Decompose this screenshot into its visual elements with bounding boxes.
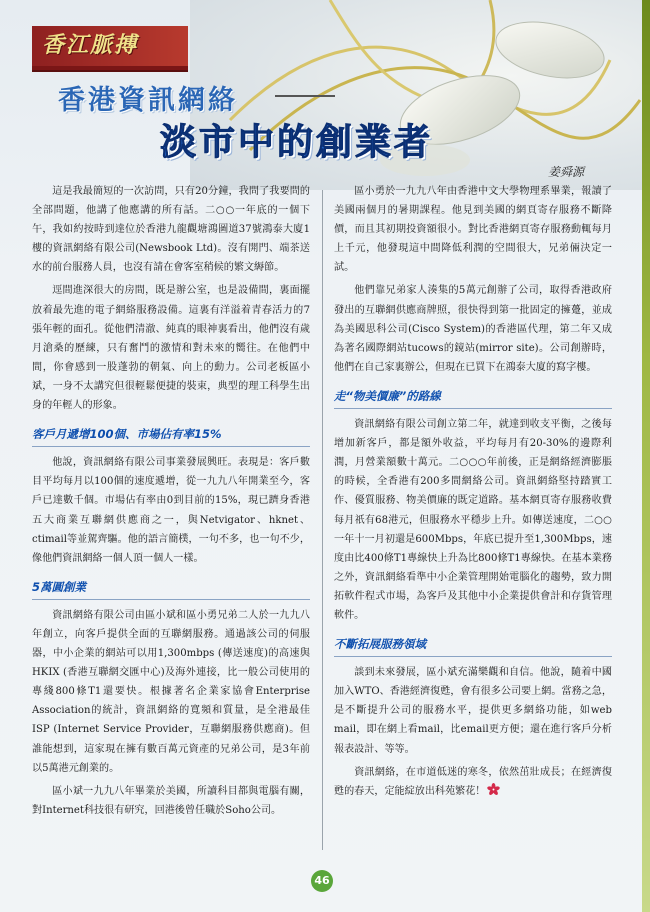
article-subtitle: 淡市中的創業者 bbox=[160, 122, 434, 163]
section-heading: 5萬圓創業 bbox=[32, 578, 310, 600]
paragraph-end bbox=[334, 763, 612, 801]
page-number: 46 bbox=[311, 870, 333, 892]
section-heading: 客戶月遞增100個、市場佔有率15% bbox=[32, 425, 310, 447]
article-title: 香港資訊網絡 bbox=[58, 85, 238, 116]
paragraph: 他們靠兄弟家人湊集的5萬元創辦了公司，取得香港政府發出的互聯網供應商牌照，很快得到第一批固定的擁躉，並成為美國思科公司(Cisco System)的香港區代理，第二年又成為著名國際網站tucows的鏡站(mirror site)。公司創辦時，他們在自己家裏辦公，但現在已買下在鴻泰大廈的寫字樓。 bbox=[334, 285, 612, 373]
section-heading: 走“物美價廉”的路線 bbox=[334, 387, 612, 409]
section-label: 香江脈搏 bbox=[42, 32, 139, 58]
section-heading: 不斷拓展服務領域 bbox=[334, 635, 612, 657]
title-dash bbox=[275, 95, 335, 97]
paragraph: 他說，資訊網絡有限公司事業發展興旺。表現是：客戶數目平均每月以100個的速度遞增，從一九九八年開業至今，客戶已達數千個。市場佔有率由0到目前的15%，現已躋身香港五大商業互聯網供應商之一，與Netvigator、hknet、ctimail等並駕齊驅。他的語言簡樸，一句不多，也一句不少，像他們資訊網絡一個人頂一個人一樣。 bbox=[32, 457, 310, 564]
closing-text: 資訊網絡，在市道低迷的寒冬，依然茁壯成長；在經濟復甦的春天，定能綻放出科苑繁花！ bbox=[334, 766, 612, 797]
bauhinia-flower-icon bbox=[487, 783, 500, 796]
decorative-side-bar bbox=[642, 0, 650, 912]
article-body bbox=[32, 182, 616, 872]
paragraph: 資訊網絡有限公司由區小斌和區小勇兄弟二人於一九九八年創立，向客戶提供全面的互聯網服務。通過該公司的伺服器，中小企業的網站可以用1,300mbps (傳送速度)的高速與HKIX (香港互聯網交匯中心)及海外連接，比一般公司使用的專綫800條T1還要快。根據著名企業家協會Enterprise Association的統計，資訊網絡的寬頻和質量，是全港最佳ISP (Internet Service Provider，互聯網服務供應商)。但誰能想到，這家現在擁有數百萬元資產的兄弟公司，是3年前以5萬港元創業的。 bbox=[32, 609, 310, 774]
author-name: 姜舜源 bbox=[548, 165, 585, 179]
left-column bbox=[32, 182, 310, 824]
paragraph: 資訊網絡有限公司創立第二年，就達到收支平衡，之後每增加新客戶，都是額外收益，平均每月有20-30%的邊際利潤，月營業額數十萬元。二○○○年前後，正是網絡經濟膨脹的時候，全香港有200多間網絡公司。資訊網絡堅持踏實工作、優質服務、物美價廉的既定道路。基本網頁寄存服務收費每月祇有68港元，但服務水平穩步上升。如傳送速度，二○○一年十一月初還是600Mbps，年底已提升至1,300Mbps，速度由比400條T1專線快上升為比800條T1專線快。在基本業務之外，資訊網絡看準中小企業管理開始電腦化的趨勢，致力開拓軟件程式市場，為客戶及其他中小企業提供會計和存貨管理軟件。 bbox=[334, 419, 612, 621]
column-divider bbox=[322, 190, 323, 850]
paragraph: 逕間進深很大的房間，既是辦公室，也是設備間，裏面擺放着最先進的電子網絡服務設備。這裏有洋溢着青春活力的7張年輕的面孔。從他們清澈、純真的眼神裏看出，他們沒有歲月滄桑的歷練，只有奮鬥的激情和對未來的嚮往。在他們中間，你會感到一股蓬勃的朝氣、向上的動力。公司老板區小斌，一身不太講究但很輕鬆便捷的裝束，典型的理工科學生出身的年輕人的形象。 bbox=[32, 285, 310, 412]
paragraph: 談到未來發展，區小斌充滿樂觀和自信。他說，隨着中國加入WTO、香港經濟復甦，會有很多公司要上網。當務之急，是不斷提升公司的服務水平，提供更多網絡功能，如web mail，即在網上看mail，比email更方便；還在進行客戶分析報表設計、等等。 bbox=[334, 667, 612, 755]
paragraph: 區小斌一九九八年畢業於美國，所讀科目都與電腦有關，對Internet科技很有研究，回港後曾任職於Soho公司。 bbox=[32, 785, 310, 816]
right-column bbox=[334, 182, 612, 805]
paragraph: 區小勇於一九九八年由香港中文大學物理系畢業，報讀了美國兩個月的暑期課程。他見到美國的網頁寄存服務不斷降價，而且其初期投資額很小。對比香港網頁寄存服務動輒每月上千元，他發現這中間降低利潤的空間很大，兄弟倆決定一試。 bbox=[334, 186, 612, 274]
paragraph: 這是我最簡短的一次訪問，只有20分鐘，我問了我要問的全部問題，他講了他應講的所有話。二○○一年底的一個下午，我如約按時到達位於香港九龍觀塘鴻圖道37號鴻泰大廈1樓的資訊網絡有限公司(Newsbook Ltd)。沒有開門、端茶送水的前台服務人員，也沒有請在會客室稍候的繁文縟節。 bbox=[32, 186, 310, 274]
